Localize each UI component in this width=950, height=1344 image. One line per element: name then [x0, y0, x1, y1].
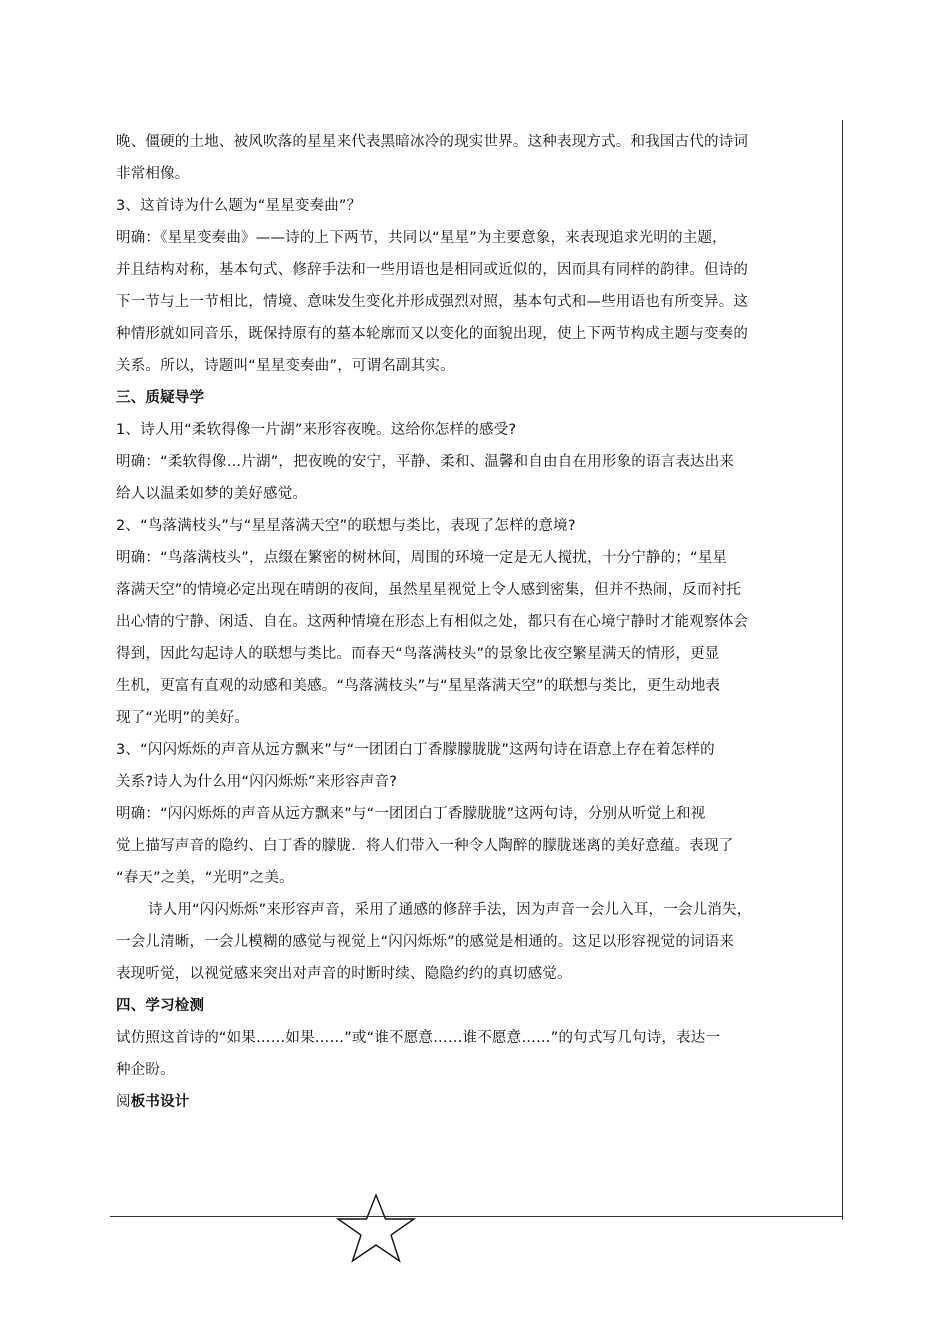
question-line: 2、“鸟落满枝头”与“星星落满天空”的联想与类比，表现了怎样的意境? — [116, 518, 576, 534]
star-icon — [335, 1192, 417, 1264]
section-heading: 三、质疑导学 — [116, 390, 205, 406]
document-body — [116, 126, 841, 1118]
table-border-bottom — [110, 1216, 843, 1217]
text-line: 关系?诗人为什么用“闪闪烁烁”来形容声音? — [116, 774, 398, 790]
text-line: 现了“光明”的美好。 — [116, 710, 250, 726]
text-line: 生机，更富有直观的动感和美感。“鸟落满枝头”与“星星落满天空”的联想与类比，更生动地表 — [116, 678, 721, 694]
board-design-prefix: 阅 — [116, 1094, 131, 1110]
text-line: 种企盼。 — [116, 1062, 175, 1078]
text-line: 非常相像。 — [116, 166, 190, 182]
answer-line: 明确：《星星变奏曲》——诗的上下两节，共同以“星星”为主要意象，来表现追求光明的主题， — [116, 230, 727, 246]
question-line: 3、“闪闪烁烁的声音从远方飘来”与“一团团白丁香朦朦胧胧”这两句诗在语意上存在着怎样的 — [116, 742, 715, 758]
section-heading: 四、学习检测 — [116, 998, 205, 1014]
text-line: 给人以温柔如梦的美好感觉。 — [116, 486, 308, 502]
text-line: 表现听觉，以视觉感来突出对声音的时断时续、隐隐约约的真切感觉。 — [116, 966, 572, 982]
text-line: 关系。所以，诗题叫“星星变奏曲”，可谓名副其实。 — [116, 358, 455, 374]
text-line: 觉上描写声音的隐约、白丁香的朦胧．将人们带入一种令人陶醉的朦胧迷离的美好意蕴。表现了 — [116, 838, 734, 854]
exercise-line: 试仿照这首诗的“如果……如果……”或“谁不愿意……谁不愿意……”的句式写几句诗，表达一 — [116, 1030, 721, 1046]
text-line: 下一节与上一节相比，情境、意味发生变化并形成强烈对照，基本句式和—些用语也有所变异。这 — [116, 294, 749, 310]
text-line: 出心情的宁静、闲适、自在。这两种情境在形态上有相似之处，都只有在心境宁静时才能观察体会 — [116, 614, 749, 630]
answer-line: 明确：“柔软得像…片湖”，把夜晚的安宁，平静、柔和、温馨和自由自在用形象的语言表达出来 — [116, 454, 735, 470]
answer-line: 明确：“闪闪烁烁的声音从远方飘来”与“一团团白丁香朦胧胧”这两句诗，分别从听觉上和视 — [116, 806, 706, 822]
text-line: 并且结构对称，基本句式、修辞手法和一些用语也是相同或近似的，因而具有同样的韵律。但诗的 — [116, 262, 749, 278]
table-border-right — [842, 120, 843, 1220]
board-design-line — [116, 1086, 841, 1118]
text-line: 一会儿清晰，一会儿模糊的感觉与视觉上“闪闪烁烁”的感觉是相通的。这足以形容视觉的词语来 — [116, 934, 735, 950]
answer-line: 明确：“鸟落满枝头”，点缀在繁密的树林间，周围的环境一定是无人搅扰，十分宁静的；“星星 — [116, 550, 728, 566]
text-line: “春天”之美，“光明”之美。 — [116, 870, 294, 886]
question-line: 3、这首诗为什么题为“星星变奏曲”？ — [116, 198, 362, 214]
text-line: 晚、僵硬的土地、被风吹落的星星来代表黑暗冰冷的现实世界。这种表现方式。和我国古代的诗词 — [116, 134, 749, 150]
text-line: 落满天空”的情境必定出现在晴朗的夜间，虽然星星视觉上令人感到密集，但并不热闹，反而衬托 — [116, 582, 742, 598]
board-design-heading: 板书设计 — [130, 1094, 190, 1110]
question-line: 1、诗人用“柔软得像一片湖”来形容夜晚。这给你怎样的感受? — [116, 422, 517, 438]
paragraph-first-line: 诗人用“闪闪烁烁”来形容声音，采用了通感的修辞手法，因为声音一会儿入耳，一会儿消失， — [148, 902, 752, 918]
text-line: 得到，因此勾起诗人的联想与类比。而春天“鸟落满枝头”的景象比夜空繁星满天的情形，更显 — [116, 646, 720, 662]
text-line: 种情形就如同音乐，既保持原有的墓本轮廓而又以变化的面貌出现，使上下两节构成主题与变奏的 — [116, 326, 749, 342]
